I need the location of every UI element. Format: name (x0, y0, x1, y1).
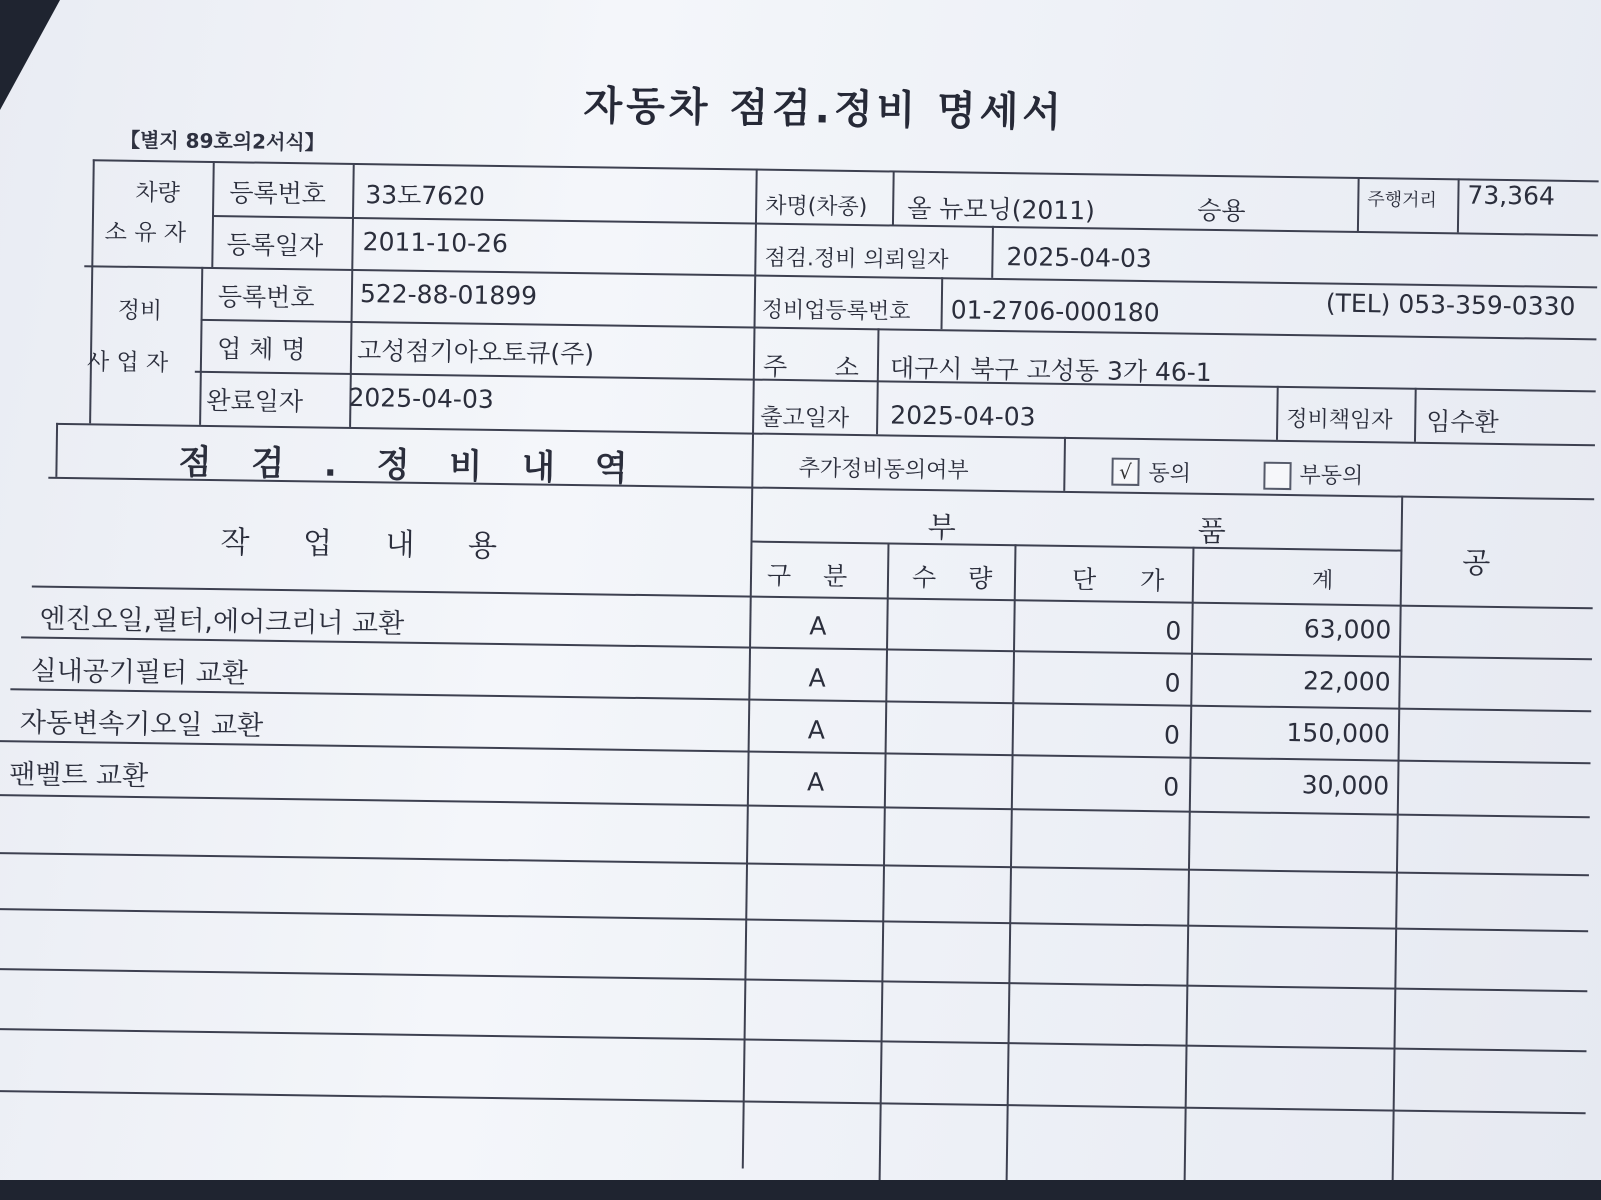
owner-reg-date-label: 등록일자 (226, 230, 324, 261)
row-type: A (808, 663, 826, 693)
biz-reg-no: 01-2706-000180 (950, 295, 1160, 328)
page-title: 자동차 점검.정비 명세서 (583, 83, 1066, 136)
disagree-label: 부동의 (1299, 463, 1364, 490)
agree-label: 동의 (1148, 461, 1192, 487)
row-total: 63,000 (1303, 614, 1392, 645)
request-date-label: 점검.정비 의뢰일자 (764, 245, 949, 274)
shop-address: 대구시 북구 고성동 3가 46-1 (889, 353, 1212, 387)
shop-label-top: 정비 (117, 297, 163, 325)
done-date-label: 완료일자 (206, 385, 304, 417)
model-label: 차명(차종) (765, 193, 868, 221)
shop-name: 고성점기아오토큐(주) (356, 336, 595, 369)
address-label: 주 소 (762, 351, 860, 383)
row-unit-price: 0 (1163, 720, 1181, 750)
owner-reg-no-label: 등록번호 (229, 178, 327, 209)
model-value: 올 뉴모닝(2011) (906, 193, 1096, 226)
row-unit-price: 0 (1165, 616, 1182, 646)
row-work: 팬벨트 교환 (8, 759, 149, 793)
shop-reg-no: 522-88-01899 (359, 279, 538, 311)
done-date: 2025-04-03 (348, 382, 494, 414)
release-date: 2025-04-03 (890, 400, 1036, 432)
manager-label: 정비책임자 (1286, 407, 1393, 434)
mileage-label: 주행거리 (1367, 189, 1438, 212)
row-total: 22,000 (1302, 666, 1391, 697)
owner-reg-date: 2011-10-26 (362, 227, 509, 259)
shop-tel: (TEL) 053-359-0330 (1325, 288, 1576, 322)
shop-label-bottom: 사 업 자 (86, 349, 169, 377)
row-unit-price: 0 (1164, 668, 1181, 698)
section-title: 점 검 . 정 비 내 역 (178, 442, 642, 490)
biz-reg-label: 정비업등록번호 (761, 297, 911, 325)
background-corner (0, 0, 60, 110)
qty-header: 수 량 (911, 562, 1005, 594)
owner-reg-no: 33도7620 (365, 180, 486, 211)
row-total: 150,000 (1286, 718, 1391, 749)
row-work: 자동변속기오일 교환 (19, 707, 264, 742)
release-date-label: 출고일자 (760, 404, 850, 432)
work-header: 작 업 내 용 (220, 525, 520, 565)
mileage-value: 73,364 (1467, 180, 1556, 211)
owner-label-bottom: 소 유 자 (104, 219, 187, 247)
row-work: 엔진오일,필터,에어크리너 교환 (39, 603, 405, 640)
shop-reg-no-label: 등록번호 (217, 282, 315, 313)
labor-header: 공 (1462, 545, 1491, 580)
row-work: 실내공기필터 교환 (30, 655, 249, 690)
row-unit-price: 0 (1163, 772, 1180, 802)
parts-header: 부 (927, 510, 956, 545)
owner-label-top: 차량 (135, 179, 180, 207)
row-type: A (806, 767, 825, 797)
agree-checkbox[interactable]: √ (1111, 458, 1139, 486)
total-header: 계 (1311, 568, 1334, 594)
manager-name: 임수환 (1426, 406, 1499, 437)
consent-label: 추가정비동의여부 (798, 456, 969, 484)
disagree-checkbox[interactable] (1263, 462, 1291, 490)
shop-name-label: 업 체 명 (216, 334, 306, 365)
vehicle-category: 승용 (1196, 195, 1246, 226)
row-type: A (807, 715, 826, 745)
type-header: 구 분 (766, 560, 860, 592)
unit-price-header: 단 가 (1071, 565, 1183, 596)
parts-header-2: 품 (1197, 513, 1226, 549)
form-number: 【별지 89호의2서식】 (119, 127, 325, 155)
row-type: A (809, 611, 827, 641)
row-total: 30,000 (1301, 770, 1390, 801)
request-date: 2025-04-03 (1006, 242, 1153, 274)
